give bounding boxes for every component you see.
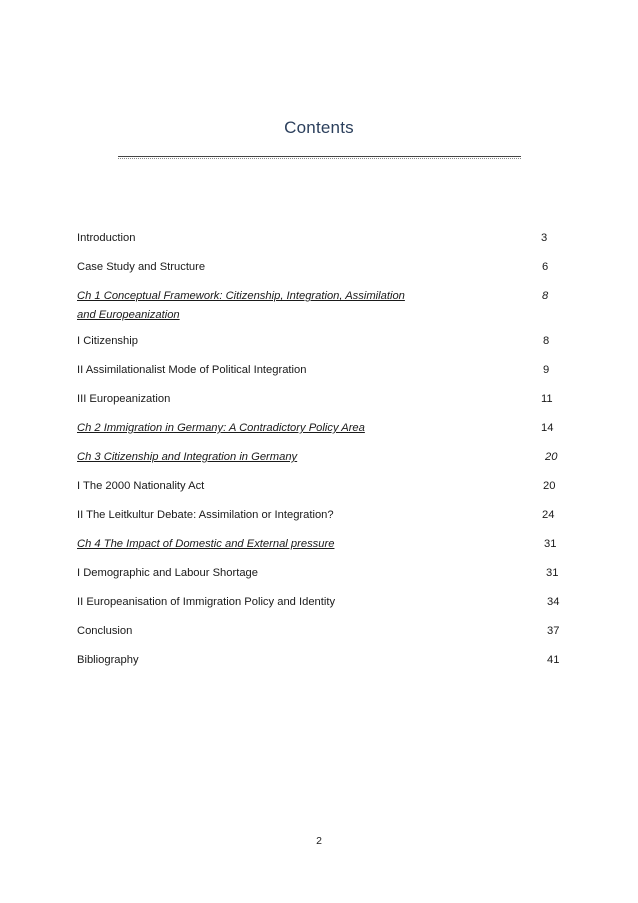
toc-entry-label: I Demographic and Labour Shortage [77,567,258,579]
toc-entry-label: II Europeanisation of Immigration Policy and Identity [77,596,336,608]
toc-entry-page: 20 [543,480,556,492]
toc-entry-citizenship[interactable] [77,332,567,351]
toc-entry-page: 8 [543,335,550,347]
toc-entry-page: 20 [545,451,558,463]
toc-entry-label: III Europeanization [77,393,171,405]
page-number: 2 [316,835,322,847]
toc-entry-label: Bibliography [77,654,139,666]
toc-entry-europeanisation[interactable] [77,593,567,612]
toc-entry-page: 6 [542,261,549,273]
page-title: Contents [284,118,354,137]
toc-entry-nationality-act[interactable] [77,477,567,496]
toc-entry-page: 14 [541,422,554,434]
toc-entry-label: Ch 1 Conceptual Framework: Citizenship, Integration, Assimilation [77,290,405,302]
toc-entry-label: Ch 3 Citizenship and Integration in Germany [77,451,298,463]
toc-entry-page: 31 [546,567,559,579]
toc-entry-label: II The Leitkultur Debate: Assimilation or Integration? [77,509,334,521]
toc-entry-conclusion[interactable] [77,622,567,641]
toc-entry-demographic[interactable] [77,564,567,583]
toc-entry-label: Case Study and Structure [77,261,206,273]
toc-entry-label: Ch 4 The Impact of Domestic and External pressure [77,538,335,550]
toc-entry-leitkultur[interactable] [77,506,567,525]
title-divider [118,156,521,159]
toc-entry-label: Introduction [77,232,136,244]
toc-entry-europeanization[interactable] [77,390,567,409]
toc-entry-page: 11 [541,393,553,405]
toc-entry-bibliography[interactable] [77,651,567,670]
toc-entry-label: I Citizenship [77,335,138,347]
toc-entry-chapter-1[interactable] [77,287,567,325]
toc-entry-label: Conclusion [77,625,133,637]
toc-entry-page: 3 [541,232,548,244]
toc-entry-page: 37 [547,625,560,637]
toc-entry-label: Ch 2 Immigration in Germany: A Contradictory Policy Area [77,422,365,434]
toc-entry-chapter-4[interactable] [77,535,567,554]
toc-entry-chapter-2[interactable] [77,419,567,438]
toc-entry-page: 8 [542,290,549,302]
toc-entry-label: II Assimilationalist Mode of Political Integration [77,364,307,376]
toc-entry-case-study[interactable] [77,258,567,277]
toc-entry-page: 31 [544,538,557,550]
toc-entry-page: 24 [542,509,555,521]
toc-entry-label: I The 2000 Nationality Act [77,480,205,492]
toc-entry-page: 34 [547,596,560,608]
toc-entry-page: 41 [547,654,560,666]
toc-entry-assimilationalist[interactable] [77,361,567,380]
toc-entry-page: 9 [543,364,550,376]
toc-entry-label-continued: and Europeanization [77,309,180,321]
toc-entry-introduction[interactable] [77,229,567,248]
toc-entry-chapter-3[interactable] [77,448,567,467]
